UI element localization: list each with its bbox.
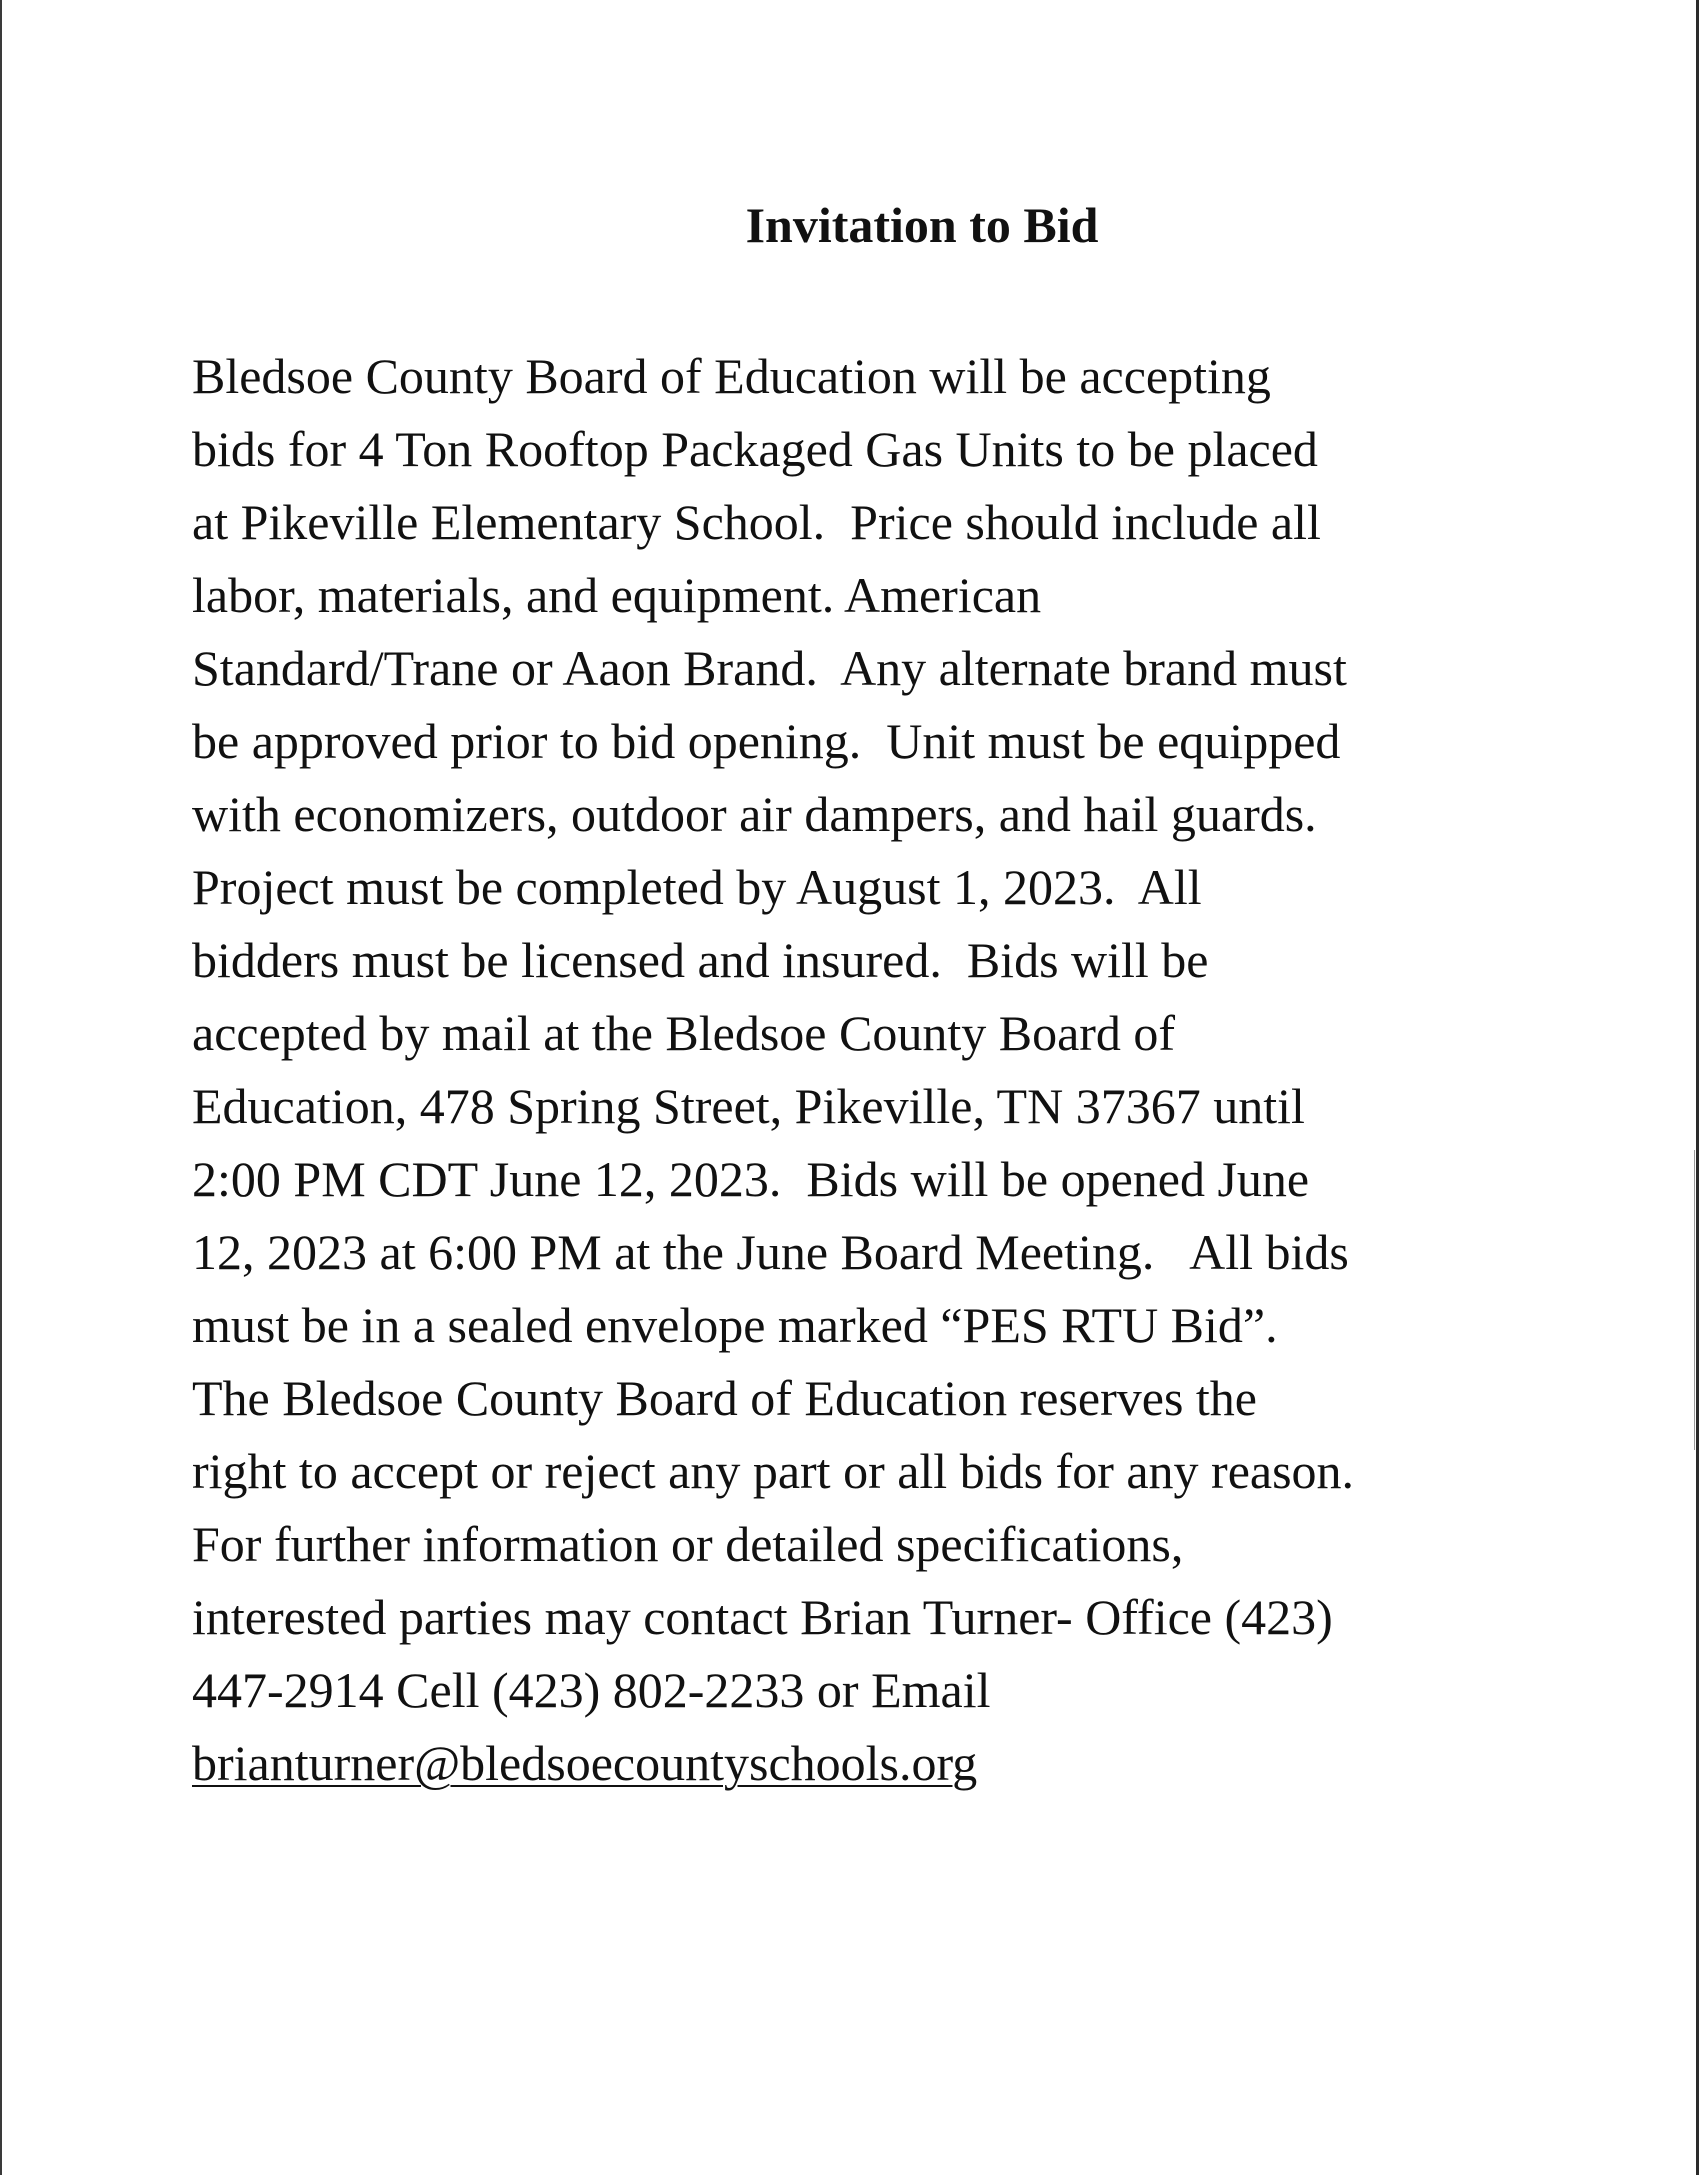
body-line: labor, materials, and equipment. American bbox=[192, 567, 1042, 623]
body-line: be approved prior to bid opening. Unit must be equipped bbox=[192, 713, 1341, 769]
body-line: bids for 4 Ton Rooftop Packaged Gas Units to be placed bbox=[192, 421, 1318, 477]
body-line: For further information or detailed specifications, bbox=[192, 1516, 1184, 1572]
scan-edge-left bbox=[0, 0, 2, 2175]
body-line: at Pikeville Elementary School. Price should include all bbox=[192, 494, 1321, 550]
body-line: with economizers, outdoor air dampers, and hail guards. bbox=[192, 786, 1317, 842]
body-line: 447-2914 Cell (423) 802-2233 or Email bbox=[192, 1662, 991, 1718]
page-title bbox=[0, 195, 1699, 255]
body-line: accepted by mail at the Bledsoe County Board of bbox=[192, 1005, 1176, 1061]
body-line: interested parties may contact Brian Turner- Office (423) bbox=[192, 1589, 1333, 1645]
body-line: The Bledsoe County Board of Education reserves the bbox=[192, 1370, 1257, 1426]
body-line: right to accept or reject any part or all bids for any reason. bbox=[192, 1443, 1355, 1499]
body-line: Bledsoe County Board of Education will be accepting bbox=[192, 348, 1271, 404]
body-line: Education, 478 Spring Street, Pikeville, TN 37367 until bbox=[192, 1078, 1305, 1134]
body-line: 2:00 PM CDT June 12, 2023. Bids will be opened June bbox=[192, 1151, 1310, 1207]
page-title-text: Invitation to Bid bbox=[745, 197, 1099, 253]
body-line: Project must be completed by August 1, 2023. All bbox=[192, 859, 1202, 915]
body-line: bidders must be licensed and insured. Bids will be bbox=[192, 932, 1209, 988]
document-body bbox=[192, 340, 1532, 1800]
scan-artifact-line bbox=[1694, 1150, 1695, 1450]
email-line bbox=[192, 1727, 1532, 1800]
body-line: 12, 2023 at 6:00 PM at the June Board Meeting. All bids bbox=[192, 1224, 1349, 1280]
email-link[interactable]: brianturner@bledsoecountyschools.org bbox=[192, 1735, 978, 1791]
body-line: must be in a sealed envelope marked “PES RTU Bid”. bbox=[192, 1297, 1278, 1353]
body-line: Standard/Trane or Aaon Brand. Any alternate brand must bbox=[192, 640, 1347, 696]
